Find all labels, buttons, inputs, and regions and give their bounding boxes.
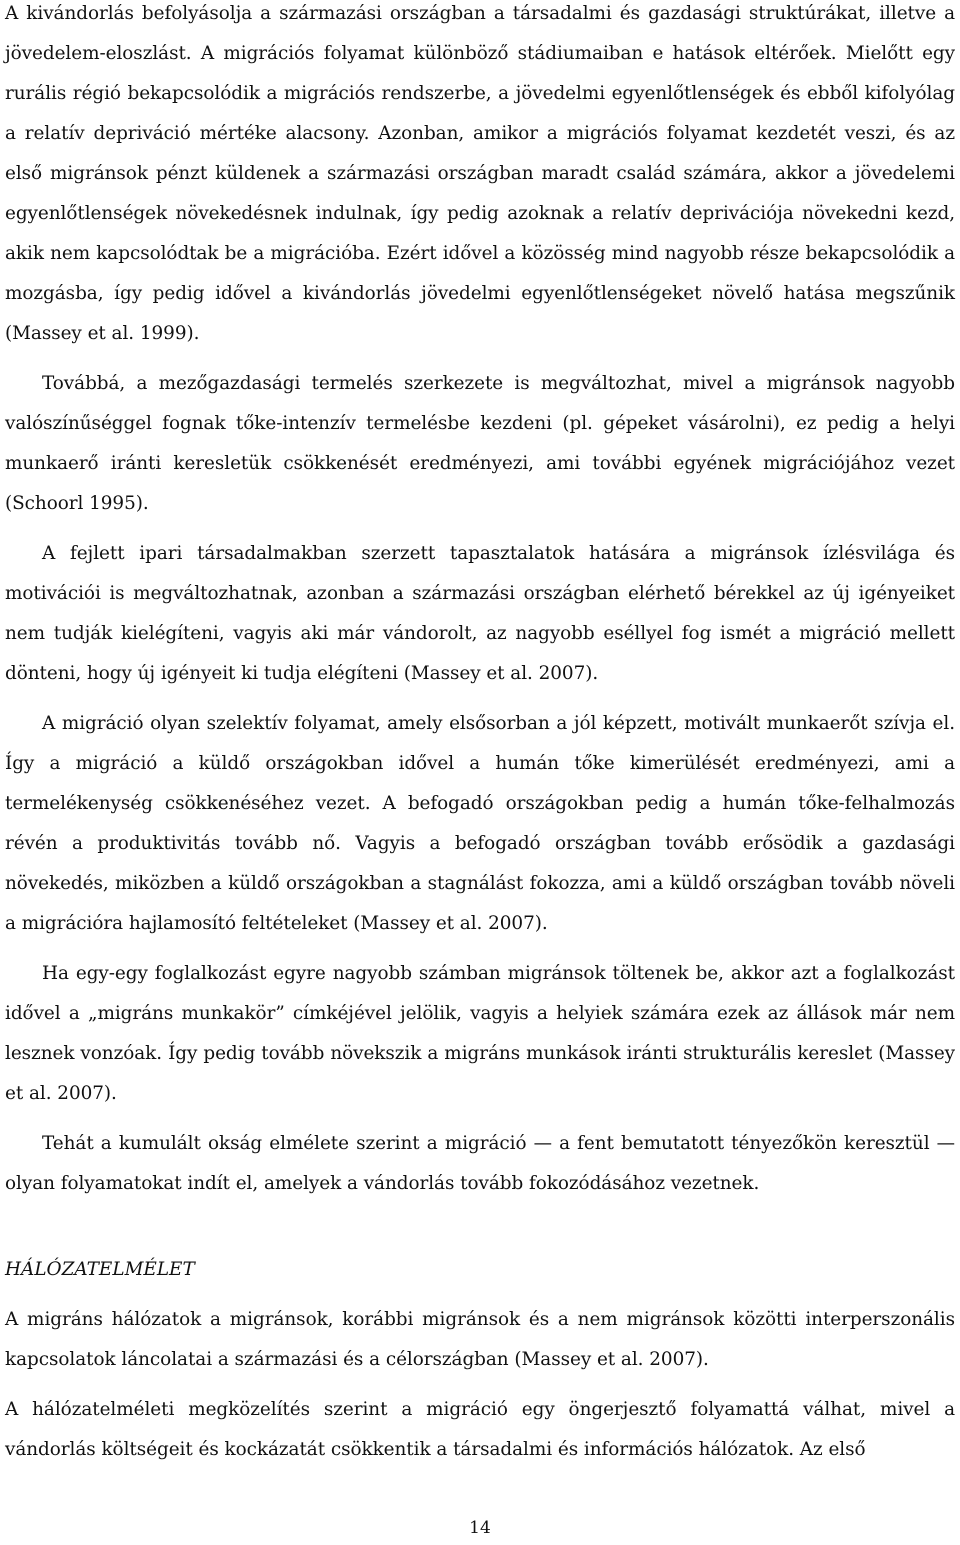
- paragraph-migrant-jobs: Ha egy-egy foglalkozást egyre nagyobb számban migránsok töltenek be, akkor azt a foglalkozást idővel a „migráns munkakör” címkéjével jelölik, vagyis a helyiek számára ezek az állások már nem lesznek vonzóak. Így pedig tovább növekszik a migráns munkások iránti strukturális kereslet (Massey et al. 2007).: [5, 963, 955, 1104]
- paragraph-emigration-effects: A kivándorlás befolyásolja a származási országban a társadalmi és gazdasági struktúrákat, illetve a jövedelem-eloszlást. A migrációs folyamat különböző stádiumaiban e hatások eltérőek. Mielőtt egy rurális régió bekapcsolódik a migrációs rendszerbe, a jövedelmi egyenlőtlenségek és ebből kifolyólag a relatív depriváció mértéke alacsony. Azonban, amikor a migrációs folyamat kezdetét veszi, és az első migránsok pénzt küldenek a származási országban maradt család számára, akkor a jövedelemi egyenlőtlenségek növekedésnek indulnak, így pedig azoknak a relatív deprivációja növekedni kezd, akik nem kapcsolódtak be a migrációba. Ezért idővel a közösség mind nagyobb része bekapcsolódik a mozgásba, így pedig idővel a kivándorlás jövedelmi egyenlőtlenségeket növelő hatása megszűnik (Massey et al. 1999).: [5, 3, 955, 344]
- paragraph-agricultural-structure: Továbbá, a mezőgazdasági termelés szerkezete is megváltozhat, mivel a migránsok nagyobb valószínűséggel fognak tőke-intenzív termelésbe kezdeni (pl. gépeket vásárolni), ez pedig a helyi munkaerő iránti keresletük csökkenését eredményezi, ami további egyének migrációjához vezet (Schoorl 1995).: [5, 373, 955, 514]
- section-heading: HÁLÓZATELMÉLET: [5, 1259, 195, 1280]
- paragraph-migrant-tastes: A fejlett ipari társadalmakban szerzett tapasztalatok hatására a migránsok ízlésvilága és motivációi is megváltozhatnak, azonban a származási országban elérhető bérekkel az új igényeiket nem tudják kielégíteni, vagyis aki már vándorolt, az nagyobb eséllyel fog ismét a migráció mellett dönteni, hogy új igényeit ki tudja elégíteni (Massey et al. 2007).: [5, 543, 955, 684]
- paragraph-cumulative-causation: Tehát a kumulált okság elmélete szerint a migráció — a fent bemutatott tényezőkön keresztül — olyan folyamatokat indít el, amelyek a vándorlás tovább fokozódásához vezetnek.: [5, 1133, 955, 1194]
- paragraph-selective-migration: A migráció olyan szelektív folyamat, amely elsősorban a jól képzett, motivált munkaerőt szívja el. Így a migráció a küldő országokban idővel a humán tőke kimerülését eredményezi, ami a termelékenység csökkenéséhez vezet. A befogadó országokban pedig a humán tőke-felhalmozás révén a produktivitás tovább nő. Vagyis a befogadó országban tovább erősödik a gazdasági növekedés, miközben a küldő országokban a stagnálást fokozza, ami a küldő országban tovább növeli a migrációra hajlamosító feltételeket (Massey et al. 2007).: [5, 713, 955, 934]
- document-page: [5, 0, 955, 1470]
- paragraph-network-theory: A hálózatelméleti megközelítés szerint a migráció egy öngerjesztő folyamattá válhat, mivel a vándorlás költségeit és kockázatát csökkentik a társadalmi és információs hálózatok. Az első: [5, 1399, 955, 1460]
- paragraph-migrant-networks-definition: A migráns hálózatok a migránsok, korábbi migránsok és a nem migránsok közötti interperszonális kapcsolatok láncolatai a származási és a célországban (Massey et al. 2007).: [5, 1309, 955, 1370]
- page-number: 14: [469, 1518, 491, 1538]
